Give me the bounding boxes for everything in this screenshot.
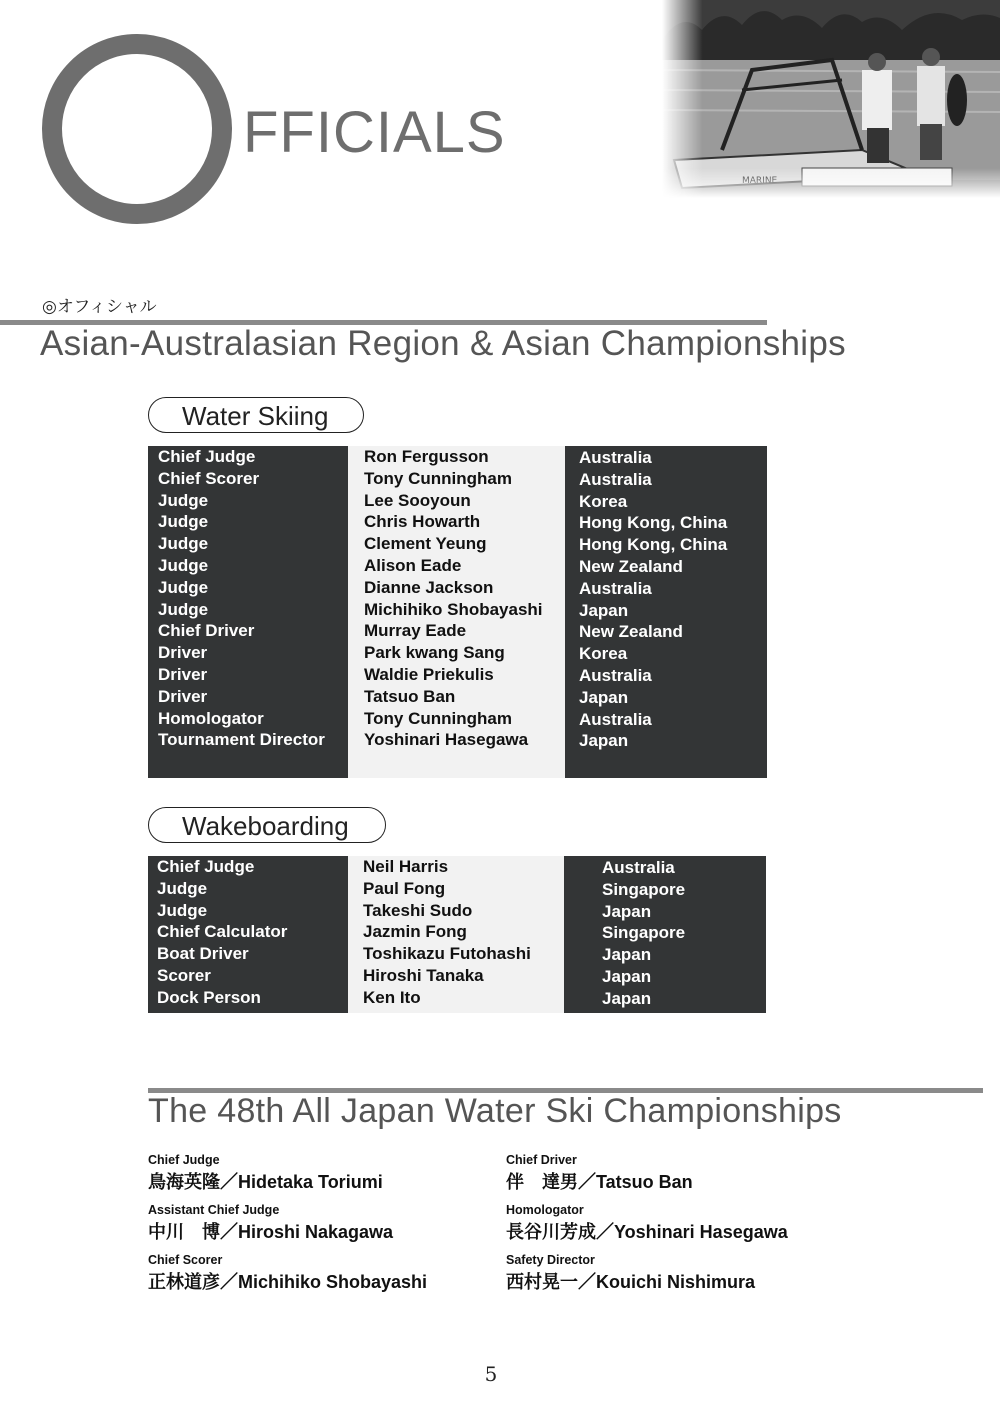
wakeboarding-role-column [148, 856, 348, 1013]
page-title: FFICIALS [243, 100, 506, 165]
title-big-letter-o [42, 34, 232, 224]
official-name: Tony Cunningham [364, 708, 512, 728]
official-role: Chief Judge [158, 447, 256, 466]
official-entry [148, 1252, 427, 1295]
official-country: Japan [602, 901, 652, 921]
official-name: Toshikazu Futohashi [363, 944, 531, 964]
official-role: Judge [157, 878, 208, 898]
official-country: Japan [602, 945, 652, 965]
official-role: Judge [158, 577, 209, 597]
official-country: Singapore [602, 879, 686, 899]
water-skiing-role-column [148, 446, 348, 778]
official-role: Driver [158, 664, 208, 684]
official-country: Korea [579, 491, 628, 511]
official-role: Homologator [506, 1203, 584, 1217]
official-role: Judge [158, 490, 209, 510]
official-name: 鳥海英隆／Hidetaka Toriumi [148, 1172, 383, 1192]
official-role: Judge [158, 512, 209, 532]
official-name: Jazmin Fong [363, 922, 467, 942]
official-entry [506, 1202, 788, 1245]
official-country: Australia [579, 709, 652, 729]
official-name: Michihiko Shobayashi [364, 599, 543, 619]
official-role: Chief Judge [148, 1153, 220, 1167]
official-role: Judge [157, 900, 208, 920]
official-role: Driver [158, 686, 208, 706]
official-name: Hiroshi Tanaka [363, 965, 484, 985]
official-role: Boat Driver [157, 944, 249, 964]
official-name: 西村晃一／Kouichi Nishimura [506, 1272, 756, 1292]
official-entry [148, 1152, 427, 1195]
official-name: Ken Ito [363, 987, 421, 1007]
official-role: Chief Scorer [148, 1253, 223, 1267]
official-country: Hong Kong, China [579, 535, 728, 555]
japan-officials-right [506, 1152, 788, 1302]
official-role: Driver [158, 643, 208, 663]
official-country: Japan [579, 731, 629, 751]
wakeboarding-label: Wakeboarding [148, 807, 386, 843]
official-role: Judge [158, 599, 209, 619]
japanese-label: ◎オフィシャル [42, 297, 157, 317]
official-role: Scorer [157, 965, 211, 985]
official-name: Park kwang Sang [364, 643, 505, 663]
wakeboarding-table [148, 856, 766, 1013]
official-entry [506, 1152, 788, 1195]
official-country: Korea [579, 644, 628, 664]
official-country: Japan [602, 988, 652, 1008]
header-photo [662, 0, 1000, 198]
official-role: Assistant Chief Judge [148, 1203, 280, 1217]
water-skiing-label: Water Skiing [148, 397, 364, 433]
official-name: 長谷川芳成／Yoshinari Hasegawa [506, 1222, 788, 1242]
official-name: Takeshi Sudo [363, 900, 473, 920]
official-name: Dianne Jackson [364, 577, 494, 597]
official-name: Ron Fergusson [364, 447, 489, 466]
water-skiing-country-column [565, 446, 767, 778]
official-role: Judge [158, 534, 209, 554]
official-role: Homologator [158, 708, 264, 728]
official-country: New Zealand [579, 622, 683, 642]
official-role: Tournament Director [158, 730, 325, 750]
official-name: 正林道彦／Michihiko Shobayashi [148, 1272, 428, 1292]
water-skiing-table [148, 446, 767, 778]
official-name: Tony Cunningham [364, 468, 512, 488]
official-name: 伴 達男／Tatsuo Ban [506, 1172, 693, 1192]
official-role: Dock Person [157, 987, 261, 1007]
page-number: 5 [484, 1362, 498, 1386]
official-role: Safety Director [506, 1253, 595, 1267]
official-role: Chief Judge [157, 857, 255, 876]
official-country: Australia [579, 578, 652, 598]
official-country: Australia [579, 469, 652, 489]
official-name: Paul Fong [363, 878, 446, 898]
official-country: Japan [579, 600, 629, 620]
official-role: Chief Driver [158, 621, 255, 641]
japan-officials-left [148, 1152, 427, 1302]
official-name: Chris Howarth [364, 512, 481, 532]
official-role: Chief Driver [506, 1153, 577, 1167]
official-role: Judge [158, 555, 209, 575]
official-name: Murray Eade [364, 621, 467, 641]
official-entry [506, 1252, 788, 1295]
official-name: Lee Sooyoun [364, 490, 471, 510]
wakeboarding-name-column [348, 856, 564, 1013]
official-country: Australia [579, 448, 652, 467]
official-name: Neil Harris [363, 857, 449, 876]
asian-section-title: Asian-Australasian Region & Asian Championships [40, 324, 846, 363]
official-entry [148, 1202, 427, 1245]
official-name: 中川 博／Hiroshi Nakagawa [148, 1222, 394, 1242]
water-skiing-name-column [348, 446, 565, 778]
official-name: Yoshinari Hasegawa [364, 730, 529, 750]
official-name: Waldie Priekulis [364, 664, 494, 684]
official-country: New Zealand [579, 556, 683, 576]
official-country: Australia [579, 665, 652, 685]
japan-section-title: The 48th All Japan Water Ski Championships [148, 1092, 842, 1130]
official-country: Singapore [602, 923, 686, 943]
official-name: Tatsuo Ban [364, 686, 456, 706]
official-country: Australia [602, 858, 675, 877]
official-role: Chief Calculator [157, 922, 288, 942]
official-role: Chief Scorer [158, 468, 260, 488]
wakeboarding-country-column [564, 856, 766, 1013]
official-name: Alison Eade [364, 555, 462, 575]
official-country: Japan [579, 687, 629, 707]
official-country: Japan [602, 966, 652, 986]
official-country: Hong Kong, China [579, 513, 728, 533]
official-name: Clement Yeung [364, 534, 487, 554]
